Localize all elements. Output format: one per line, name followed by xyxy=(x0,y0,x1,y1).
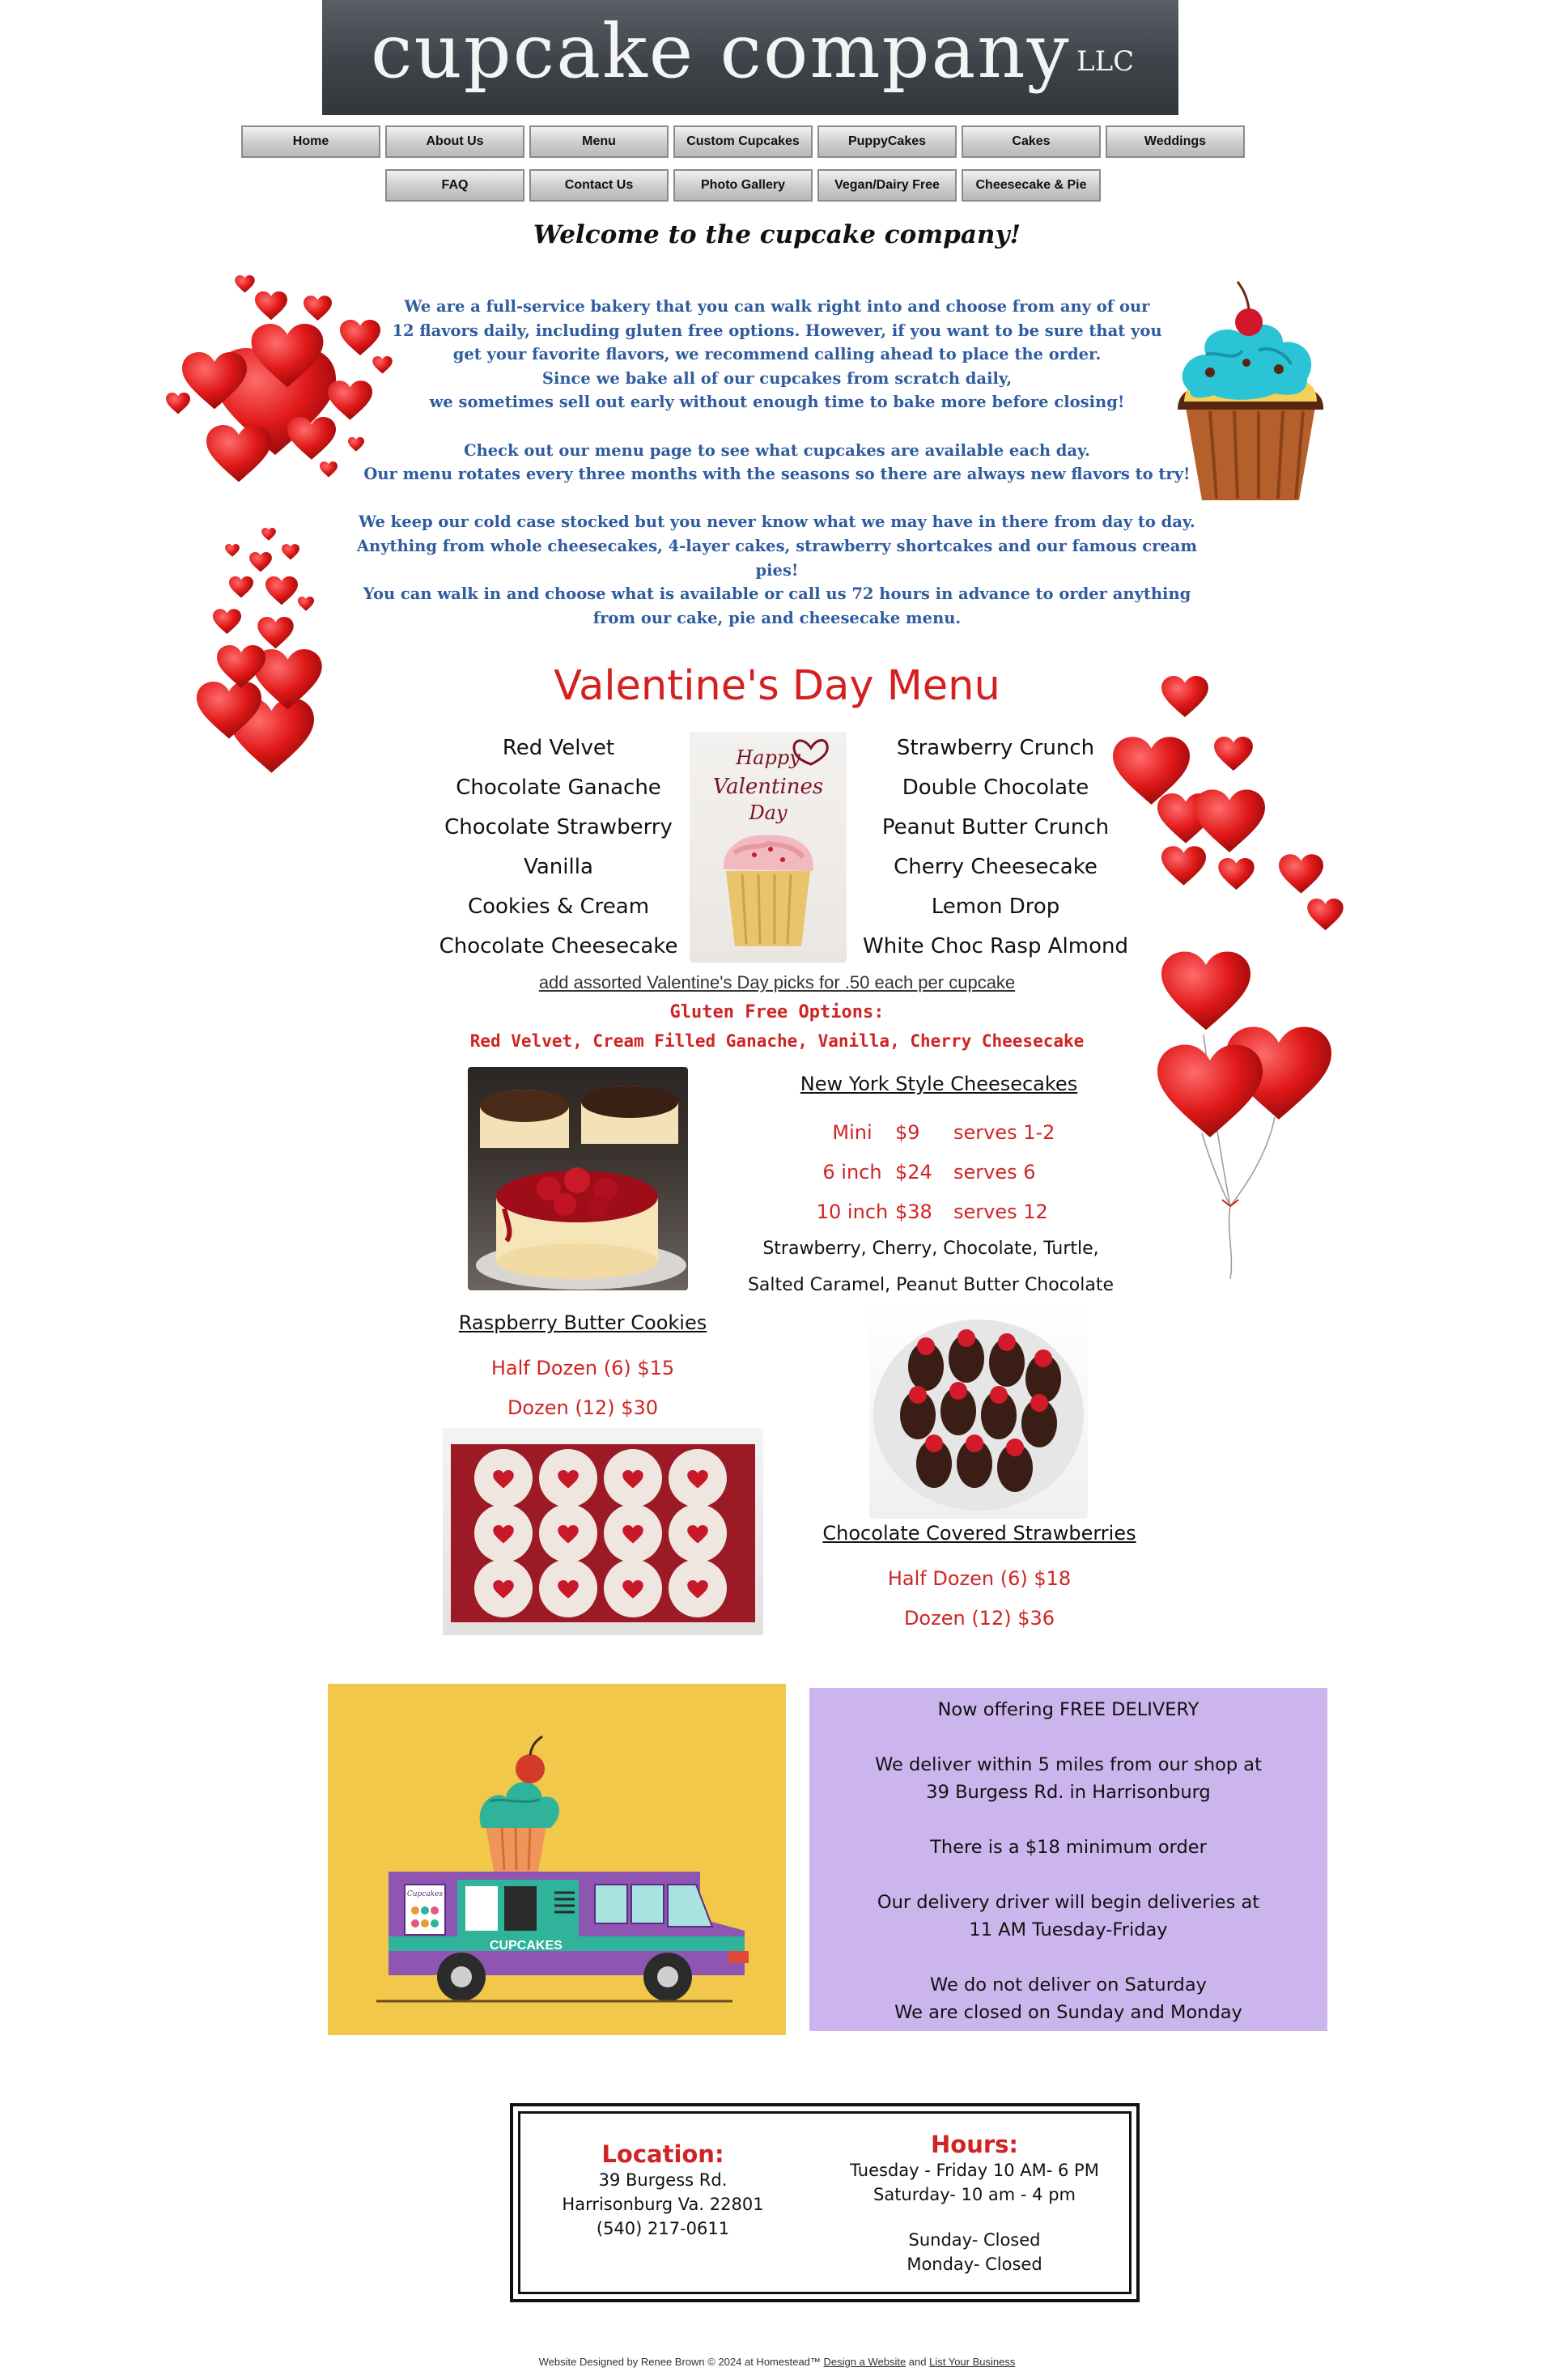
nav-about-us[interactable]: About Us xyxy=(385,125,524,158)
gluten-free-list: Red Velvet, Cream Filled Ganache, Vanilla, Cherry Cheesecake xyxy=(469,1031,1085,1051)
hours-block xyxy=(829,2131,1120,2276)
cookies-photo xyxy=(443,1428,763,1635)
flavor-item: Strawberry Crunch xyxy=(896,736,1095,760)
nav-home[interactable]: Home xyxy=(241,125,380,158)
hours-saturday: Saturday- 10 am - 4 pm xyxy=(873,2185,1076,2204)
cheesecake-row: Mini $9 serves 1-2 xyxy=(832,1121,1055,1144)
nav-photo-gallery[interactable]: Photo Gallery xyxy=(673,169,813,202)
svg-text:Valentines: Valentines xyxy=(712,775,824,799)
svg-text:Cupcakes: Cupcakes xyxy=(406,1890,444,1898)
cupcake-icon xyxy=(1170,274,1331,508)
heart-balloons-icon xyxy=(1153,947,1348,1287)
valentine-cupcake-icon xyxy=(690,732,847,963)
delivery-line xyxy=(809,1723,1327,1751)
location-block xyxy=(529,2140,796,2241)
delivery-line xyxy=(809,1806,1327,1834)
intro-text xyxy=(340,295,1214,654)
flavor-item: Cookies & Cream xyxy=(467,895,650,919)
cheesecake-row: 10 inch $38 serves 12 xyxy=(816,1201,1048,1223)
food-truck-icon xyxy=(328,1684,786,2035)
delivery-line: There is a $18 minimum order xyxy=(930,1837,1207,1858)
food-truck-image xyxy=(328,1684,786,2035)
gluten-free-title: Gluten Free Options: xyxy=(669,1002,885,1022)
delivery-line: We do not deliver on Saturday xyxy=(930,1974,1207,1995)
valentine-flavors-right xyxy=(842,729,1149,967)
location-city: Harrisonburg Va. 22801 xyxy=(562,2195,764,2214)
nav-cheesecake-pie[interactable]: Cheesecake & Pie xyxy=(962,169,1101,202)
svg-text:Happy: Happy xyxy=(736,746,800,769)
location-title: Location: xyxy=(601,2140,724,2168)
site-footer: Website Designed by Renee Brown © 2024 at Homestead™ Design a Website and List Your Business xyxy=(538,2356,1016,2368)
cheesecake-photo xyxy=(468,1067,688,1290)
delivery-line: We deliver within 5 miles from our shop at xyxy=(875,1754,1262,1775)
flavor-item: Lemon Drop xyxy=(931,895,1060,919)
nav-menu[interactable]: Menu xyxy=(529,125,669,158)
flavor-item: Peanut Butter Crunch xyxy=(881,815,1110,839)
hearts-scatter-icon xyxy=(1109,672,1352,947)
strawberries-prices: Half Dozen (6) $18 Dozen (12) $36 xyxy=(887,1567,1072,1630)
cheesecake-icon xyxy=(468,1067,688,1290)
cookies-title: Raspberry Butter Cookies xyxy=(458,1311,707,1334)
raspberry-cookies-icon xyxy=(443,1428,763,1635)
valentine-menu-title: Valentine's Day Menu xyxy=(554,662,1000,710)
delivery-line: 39 Burgess Rd. in Harrisonburg xyxy=(926,1782,1211,1803)
nav-vegan-dairy-free[interactable]: Vegan/Dairy Free xyxy=(817,169,957,202)
nav-weddings[interactable]: Weddings xyxy=(1106,125,1245,158)
flavor-item: Double Chocolate xyxy=(902,776,1089,800)
truck-label: CUPCAKES xyxy=(490,1939,563,1953)
delivery-line: 11 AM Tuesday-Friday xyxy=(969,1919,1168,1940)
nav-custom-cupcakes[interactable]: Custom Cupcakes xyxy=(673,125,813,158)
flavor-item: Vanilla xyxy=(524,855,593,879)
chocolate-strawberries-icon xyxy=(869,1302,1088,1519)
location-phone[interactable]: (540) 217-0611 xyxy=(596,2219,730,2238)
hours-weekday: Tuesday - Friday 10 AM- 6 PM xyxy=(850,2161,1099,2180)
site-title-suffix: LLC xyxy=(1076,45,1135,78)
cheesecake-title: New York Style Cheesecakes xyxy=(800,1073,1078,1095)
hours-sunday: Sunday- Closed xyxy=(908,2230,1041,2250)
design-website-link[interactable]: Design a Website xyxy=(823,2356,906,2368)
cheesecake-price-list xyxy=(809,1113,1101,1232)
delivery-line: Our delivery driver will begin deliveries at xyxy=(877,1892,1260,1913)
flavor-item: Chocolate Strawberry xyxy=(444,815,673,839)
site-banner[interactable] xyxy=(322,0,1178,115)
nav-faq[interactable]: FAQ xyxy=(385,169,524,202)
hearts-stack-icon xyxy=(193,528,330,795)
flavor-item: Chocolate Cheesecake xyxy=(439,934,678,958)
cookies-prices: Half Dozen (6) $15 Dozen (12) $30 xyxy=(490,1357,675,1419)
footer-credit: Website Designed by Renee Brown © 2024 at Homestead™ xyxy=(538,2356,824,2368)
nav-puppycakes[interactable]: PuppyCakes xyxy=(817,125,957,158)
cheesecake-flavors: Strawberry, Cherry, Chocolate, Turtle, Salted Caramel, Peanut Butter Chocolate xyxy=(747,1239,1115,1295)
location-street: 39 Burgess Rd. xyxy=(598,2170,728,2190)
strawberries-photo xyxy=(869,1302,1088,1519)
nav-cakes[interactable]: Cakes xyxy=(962,125,1101,158)
svg-text:Day: Day xyxy=(749,801,788,824)
flavor-item: Chocolate Ganache xyxy=(456,776,661,800)
delivery-line: Now offering FREE DELIVERY xyxy=(937,1699,1199,1720)
welcome-heading: Welcome to the cupcake company! xyxy=(533,220,1021,249)
intro-paragraph-2: Check out our menu page to see what cupcakes are available each day. Our menu rotates every three months with the seasons so there are always new flavors to try! xyxy=(363,440,1191,484)
delivery-line: We are closed on Sunday and Monday xyxy=(894,2002,1242,2023)
hours-title: Hours: xyxy=(931,2131,1018,2158)
flavor-item: White Choc Rasp Almond xyxy=(863,934,1128,958)
valentine-flavors-left xyxy=(405,729,712,967)
intro-paragraph-1: We are a full-service bakery that you can walk right into and choose from any of our 12 flavors daily, including gluten free options. However, if you want to be sure that you get your favorite flavors, we recommend calling ahead to place the order. Since we bake all of our cupcakes from scratch daily, we sometimes sell out early without enough time to bake more before closing! xyxy=(392,297,1162,412)
hours-monday: Monday- Closed xyxy=(906,2255,1042,2274)
flavor-item: Cherry Cheesecake xyxy=(894,855,1098,879)
picks-note: add assorted Valentine's Day picks for .50 each per cupcake xyxy=(538,972,1016,992)
hearts-cluster-icon xyxy=(158,275,401,494)
location-hours-box xyxy=(510,2103,1140,2302)
valentine-cupcake-photo xyxy=(690,732,847,963)
nav-contact-us[interactable]: Contact Us xyxy=(529,169,669,202)
delivery-info xyxy=(809,1688,1327,2031)
cheesecake-row: 6 inch $24 serves 6 xyxy=(822,1161,1036,1184)
strawberries-title: Chocolate Covered Strawberries xyxy=(822,1522,1136,1545)
flavor-item: Red Velvet xyxy=(502,736,615,760)
site-title: cupcake company xyxy=(371,8,1071,95)
list-business-link[interactable]: List Your Business xyxy=(929,2356,1016,2368)
delivery-line xyxy=(809,1861,1327,1889)
intro-paragraph-3: We keep our cold case stocked but you never know what we may have in there from day to day. Anything from whole cheesecakes, 4-layer cakes, strawberry shortcakes and our famous cream pies! You can walk in and choose what is available or call us 72 hours in advance to order anything from our cake, pie and cheesecake menu. xyxy=(356,512,1198,627)
delivery-line xyxy=(809,1944,1327,1971)
